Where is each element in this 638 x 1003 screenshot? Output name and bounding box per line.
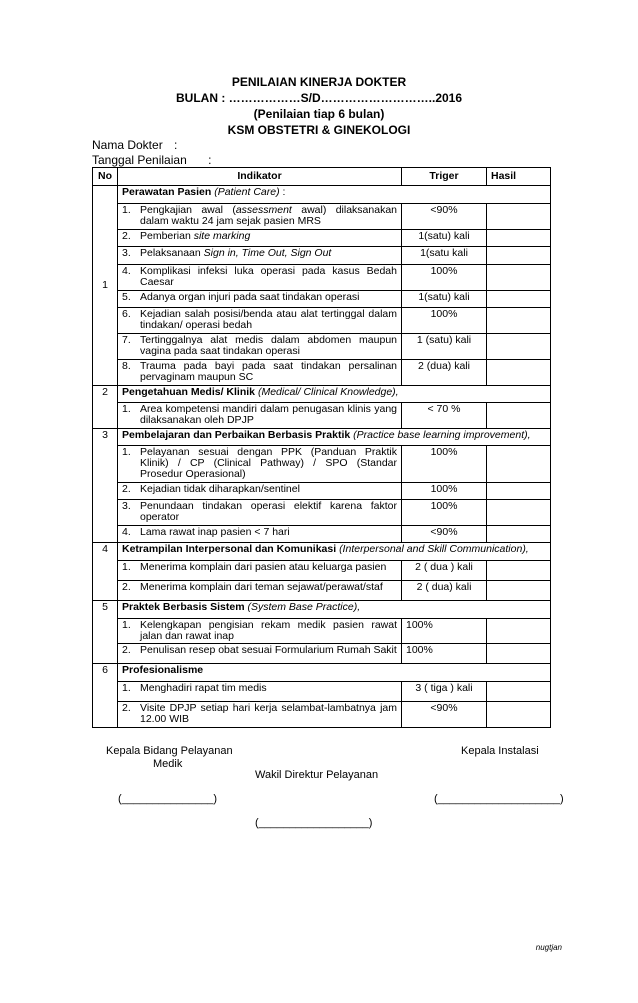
indicator-number: 7. — [122, 334, 131, 346]
hasil-cell[interactable] — [487, 619, 551, 644]
indicator-number: 1. — [122, 446, 131, 458]
indicator-cell — [118, 403, 402, 429]
section-number: 6 — [93, 664, 118, 728]
table-row — [93, 702, 551, 728]
indicator-cell — [118, 483, 402, 500]
col-indikator-header: Indikator — [118, 168, 402, 186]
section-number: 5 — [93, 601, 118, 664]
indicator-text-main: Kejadian salah posisi/benda atau alat tertinggal dalam tindakan/ operasi bedah — [140, 308, 397, 331]
section-title-text: Praktek Berbasis Sistem — [122, 601, 245, 613]
performance-table — [92, 167, 551, 728]
section-title-english: (Practice base learning improvement), — [353, 429, 531, 441]
assessment-date-colon: : — [208, 153, 212, 167]
indicator-number: 4. — [122, 265, 131, 277]
hasil-cell[interactable] — [487, 682, 551, 702]
indicator-text-main: Penundaan tindakan operasi elektif karena faktor operator — [140, 500, 397, 523]
indicator-text-main: Pengkajian awal ( — [140, 204, 236, 216]
table-row — [93, 446, 551, 483]
indicator-text-main: Pelaksanaan — [140, 247, 204, 259]
col-triger-header: Triger — [402, 168, 487, 186]
indicator-number: 2. — [122, 581, 131, 593]
triger-cell: 100% — [402, 483, 487, 500]
indicator-cell — [118, 334, 402, 360]
signer-right-blank: (____________________) — [434, 793, 564, 805]
indicator-text — [140, 361, 397, 383]
col-hasil-header: Hasil — [487, 168, 551, 186]
indicator-cell — [118, 682, 402, 702]
indicator-text-main: Adanya organ injuri pada saat tindakan operasi — [140, 291, 360, 303]
table-row — [93, 619, 551, 644]
section-row — [93, 601, 551, 619]
section-row — [93, 664, 551, 682]
section-title-english: (Patient Care) — [214, 186, 280, 198]
table-row — [93, 230, 551, 247]
table-row — [93, 360, 551, 386]
assessment-date-label: Tanggal Penilaian — [92, 153, 187, 167]
signer-left-title-cont: Medik — [153, 758, 183, 770]
section-row — [93, 543, 551, 561]
indicator-text-italic: site marking — [193, 230, 251, 242]
section-row — [93, 186, 551, 204]
indicator-text — [140, 501, 397, 523]
indicator-cell — [118, 265, 402, 291]
triger-cell: 100% — [402, 619, 487, 644]
indicator-text — [140, 484, 397, 495]
indicator-text-main: Penulisan resep obat sesuai Formularium Rumah Sakit — [140, 644, 397, 656]
indicator-number: 2. — [122, 483, 131, 495]
section-number: 3 — [93, 429, 118, 543]
indicator-cell — [118, 247, 402, 265]
indicator-text-main: Visite DPJP setiap hari kerja selambat-lambatnya jam 12.00 WIB — [140, 702, 397, 725]
section-title — [118, 429, 551, 446]
indicator-cell — [118, 581, 402, 601]
section-row — [93, 386, 551, 403]
indicator-cell — [118, 446, 402, 483]
indicator-text-italic: Sign in, Time Out, Sign Out — [203, 247, 332, 259]
indicator-text-main: Tertinggalnya alat medis dalam abdomen maupun vagina pada saat tindakan operasi — [140, 334, 397, 357]
hasil-cell[interactable] — [487, 561, 551, 581]
indicator-number: 1. — [122, 204, 131, 216]
section-title-text: Pembelajaran dan Perbaikan Berbasis Praktik — [122, 429, 351, 441]
signer-right-title: Kepala Instalasi — [461, 745, 539, 757]
table-header-row — [93, 168, 551, 186]
section-title-english: (Medical/ Clinical Knowledge), — [257, 386, 399, 398]
indicator-cell — [118, 644, 402, 664]
indicator-number: 1. — [122, 619, 131, 631]
hasil-cell[interactable] — [487, 265, 551, 291]
indicator-text-main: Komplikasi infeksi luka operasi pada kasus Bedah Caesar — [140, 265, 397, 288]
triger-cell: 2 ( dua) kali — [402, 581, 487, 601]
hasil-cell[interactable] — [487, 204, 551, 230]
signer-left-blank: (_______________) — [118, 793, 218, 805]
hasil-cell[interactable] — [487, 230, 551, 247]
table-row — [93, 561, 551, 581]
triger-cell: 2 ( dua ) kali — [402, 561, 487, 581]
triger-cell: 2 (dua) kali — [402, 360, 487, 386]
section-number: 4 — [93, 543, 118, 601]
indicator-cell — [118, 204, 402, 230]
hasil-cell[interactable] — [487, 702, 551, 728]
indicator-text — [140, 266, 397, 288]
hasil-cell[interactable] — [487, 446, 551, 483]
indicator-cell — [118, 619, 402, 644]
indicator-text-rest: awal) dilaksanakan dalam waktu 24 jam sejak pasien MRS — [140, 204, 397, 227]
triger-cell: 100% — [402, 308, 487, 334]
section-row — [93, 429, 551, 446]
signer-center-title: Wakil Direktur Pelayanan — [255, 769, 379, 781]
triger-cell: 3 ( tiga ) kali — [402, 682, 487, 702]
indicator-number: 6. — [122, 308, 131, 320]
indicator-number: 1. — [122, 403, 131, 415]
indicator-number: 2. — [122, 230, 131, 242]
table-row — [93, 334, 551, 360]
indicator-text-main: Menghadiri rapat tim medis — [140, 682, 267, 694]
table-row — [93, 682, 551, 702]
indicator-text-main: Lama rawat inap pasien < 7 hari — [140, 526, 290, 538]
indicator-text — [140, 703, 397, 725]
table-row — [93, 291, 551, 308]
table-row — [93, 403, 551, 429]
indicator-text-main: Pemberian — [140, 230, 194, 242]
hasil-cell[interactable] — [487, 644, 551, 664]
indicator-text — [140, 683, 397, 694]
indicator-text-italic: assessment — [235, 204, 292, 216]
doctor-name-colon: : — [174, 138, 178, 152]
indicator-text — [140, 248, 397, 259]
indicator-cell — [118, 500, 402, 526]
triger-cell: < 70 % — [402, 403, 487, 429]
section-number: 2 — [93, 386, 118, 429]
table-row — [93, 500, 551, 526]
indicator-text — [140, 205, 397, 227]
hasil-cell[interactable] — [487, 247, 551, 265]
hasil-cell[interactable] — [487, 308, 551, 334]
indicator-number: 8. — [122, 360, 131, 372]
triger-cell: <90% — [402, 204, 487, 230]
indicator-text — [140, 620, 397, 642]
hasil-cell[interactable] — [487, 526, 551, 543]
triger-cell: 1(satu) kali — [402, 291, 487, 308]
table-row — [93, 308, 551, 334]
signer-center-blank: (__________________) — [255, 817, 373, 829]
indicator-text — [140, 231, 397, 242]
table-row — [93, 265, 551, 291]
section-title-text: Pengetahuan Medis/ Klinik — [122, 386, 256, 398]
indicator-text-main: Pelayanan sesuai dengan PPK (Panduan Praktik Klinik) / CP (Clinical Pathway) / SPO (Standar Prosedur Operasional) — [140, 446, 397, 480]
page-title: PENILAIAN KINERJA DOKTER — [231, 75, 407, 89]
indicator-text — [140, 562, 397, 573]
indicator-text-main: Area kompetensi mandiri dalam penugasan klinis yang dilaksanakan oleh DPJP — [140, 403, 397, 426]
table-row — [93, 581, 551, 601]
footer-mark: nugtjan — [535, 943, 562, 952]
table-row — [93, 483, 551, 500]
indicator-cell — [118, 230, 402, 247]
triger-cell: 100% — [402, 265, 487, 291]
indicator-text — [140, 404, 397, 426]
indicator-text — [140, 645, 397, 656]
hasil-cell[interactable] — [487, 500, 551, 526]
section-title-suffix: : — [279, 186, 286, 198]
indicator-text — [140, 447, 397, 480]
indicator-cell — [118, 291, 402, 308]
table-row — [93, 204, 551, 230]
triger-cell: 100% — [402, 446, 487, 483]
indicator-text-main: Menerima komplain dari teman sejawat/perawat/staf — [140, 581, 383, 593]
assessment-note: (Penilaian tiap 6 bulan) — [253, 107, 385, 121]
indicator-number: 3. — [122, 500, 131, 512]
indicator-cell — [118, 561, 402, 581]
section-title-text: Ketrampilan Interpersonal dan Komunikasi — [122, 543, 337, 555]
doctor-name-label: Nama Dokter — [92, 138, 163, 152]
indicator-text — [140, 582, 397, 593]
triger-cell: 1(satu kali — [402, 247, 487, 265]
section-title-english: (Interpersonal and Skill Communication), — [339, 543, 529, 555]
triger-cell: 100% — [402, 500, 487, 526]
section-title — [118, 601, 551, 619]
doctor-name-field — [92, 138, 177, 152]
indicator-number: 4. — [122, 526, 131, 538]
indicator-text — [140, 335, 397, 357]
hasil-cell[interactable] — [487, 334, 551, 360]
hasil-cell[interactable] — [487, 291, 551, 308]
indicator-cell — [118, 308, 402, 334]
indicator-cell — [118, 360, 402, 386]
table-body — [93, 186, 551, 728]
indicator-number: 1. — [122, 682, 131, 694]
col-no-header: No — [93, 168, 118, 186]
indicator-number: 5. — [122, 291, 131, 303]
section-title — [118, 664, 551, 682]
table-row — [93, 526, 551, 543]
indicator-text — [140, 527, 397, 538]
indicator-number: 3. — [122, 247, 131, 259]
hasil-cell[interactable] — [487, 581, 551, 601]
department-title: KSM OBSTETRI & GINEKOLOGI — [227, 123, 411, 137]
triger-cell: 100% — [402, 644, 487, 664]
indicator-cell — [118, 526, 402, 543]
indicator-number: 1. — [122, 561, 131, 573]
hasil-cell[interactable] — [487, 403, 551, 429]
period-line: BULAN : ………………S/D………………………..2016 — [175, 91, 463, 105]
signer-left-title: Kepala Bidang Pelayanan — [106, 745, 233, 757]
triger-cell: 1 (satu) kali — [402, 334, 487, 360]
indicator-text — [140, 292, 397, 303]
indicator-text — [140, 309, 397, 331]
indicator-text-main: Menerima komplain dari pasien atau keluarga pasien — [140, 561, 387, 573]
hasil-cell[interactable] — [487, 483, 551, 500]
indicator-text-main: Trauma pada bayi pada saat tindakan persalinan pervaginam maupun SC — [140, 360, 397, 383]
triger-cell: 1(satu) kali — [402, 230, 487, 247]
section-number: 1 — [93, 186, 118, 386]
indicator-text-main: Kelengkapan pengisian rekam medik pasien rawat jalan dan rawat inap — [140, 619, 397, 642]
hasil-cell[interactable] — [487, 360, 551, 386]
triger-cell: <90% — [402, 526, 487, 543]
section-title — [118, 186, 551, 204]
table-row — [93, 644, 551, 664]
indicator-number: 2. — [122, 702, 131, 714]
table-row — [93, 247, 551, 265]
section-title-english: (System Base Practice), — [247, 601, 361, 613]
indicator-number: 2. — [122, 644, 131, 656]
indicator-text-main: Kejadian tidak diharapkan/sentinel — [140, 483, 300, 495]
section-title — [118, 386, 551, 403]
assessment-date-field — [92, 153, 211, 167]
section-title — [118, 543, 551, 561]
indicator-cell — [118, 702, 402, 728]
triger-cell: <90% — [402, 702, 487, 728]
section-title-text: Perawatan Pasien — [122, 186, 212, 198]
section-title-text: Profesionalisme — [122, 664, 204, 676]
